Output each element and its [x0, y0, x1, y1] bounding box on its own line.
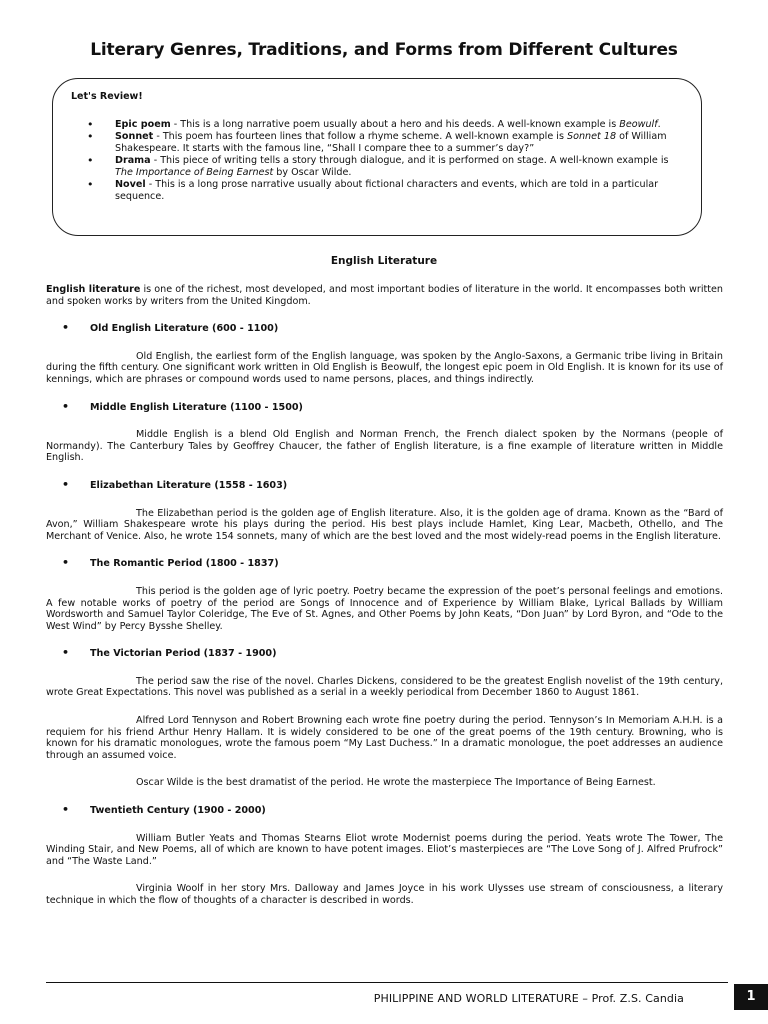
- section-heading-english-literature: English Literature: [330, 255, 438, 267]
- era-paragraph: The Elizabethan period is the golden age of English literature. Also, it is the golden age of drama. Known as the “Bard of Avon,” William Shakespeare wrote his plays during the period. His best plays include Hamlet, King Lear, Macbeth, Othello, and The Merchant of Venice. Also, he wrote 154 sonnets, many of which are the best loved and the most widely-read poems in the English literature.: [46, 507, 723, 542]
- review-list: [87, 119, 677, 203]
- english-literature-body: [46, 284, 723, 925]
- era-heading-twentieth-century: • Twentieth Century (1900 - 2000): [46, 805, 723, 817]
- era-heading-romantic: • The Romantic Period (1800 - 1837): [46, 558, 723, 570]
- review-item-novel: • Novel - This is a long prose narrative usually about fictional characters and events, which are told in a particular sequence.: [87, 179, 677, 203]
- page-number: 1: [734, 984, 768, 1010]
- era-paragraph: Virginia Woolf in her story Mrs. Dalloway and James Joyce in his work Ulysses use stream of consciousness, a literary technique in which the flow of thoughts of a character is described in words.: [46, 883, 723, 906]
- review-heading: Let's Review!: [71, 91, 143, 102]
- era-paragraph: This period is the golden age of lyric poetry. Poetry became the expression of the poet’s personal feelings and emotions. A few notable works of poetry of the period are Songs of Innocence and of Experience by William Blake, Lyrical Ballads by William Wordsworth and Samuel Taylor Coleridge, The Eve of St. Agnes, and Other Poems by John Keats, “Don Juan” by Lord Byron, and “Ode to the West Wind” by Percy Bysshe Shelley.: [46, 585, 723, 632]
- era-paragraph: Alfred Lord Tennyson and Robert Browning each wrote fine poetry during the period. Tennyson’s In Memoriam A.H.H. is a requiem for his friend Arthur Henry Hallam. It is widely considered to be one of the great poems of the 19th century. Browning, who is known for his dramatic monologues, wrote the famous poem “My Last Duchess.” In a dramatic monologue, the poet addresses an audience through an assumed voice.: [46, 715, 723, 761]
- era-paragraph: William Butler Yeats and Thomas Stearns Eliot wrote Modernist poems during the period. Yeats wrote The Tower, The Winding Stair, and New Poems, all of which are known to have potent images. Eliot’s masterpieces are “The Love Song of J. Alfred Prufrock” and “The Waste Land.”: [46, 832, 723, 867]
- review-item-sonnet: • Sonnet - This poem has fourteen lines that follow a rhyme scheme. A well-known example is Sonnet 18 of William Shakespeare. It starts with the famous line, “Shall I compare thee to a summer’s day?”: [87, 131, 677, 155]
- era-paragraph: Old English, the earliest form of the English language, was spoken by the Anglo-Saxons, a Germanic tribe living in Britain during the fifth century. One significant work written in Old English is Beowulf, the longest epic poem in Old English. It is known for its use of kennings, which are phrases or compound words used to name persons, places, and things indirectly.: [46, 350, 723, 385]
- review-item-drama: • Drama - This piece of writing tells a story through dialogue, and it is performed on stage. A well-known example is The Importance of Being Earnest by Oscar Wilde.: [87, 155, 677, 179]
- footer-text: PHILIPPINE AND WORLD LITERATURE – Prof. Z.S. Candia: [373, 992, 684, 1005]
- era-paragraph: The period saw the rise of the novel. Charles Dickens, considered to be the greatest English novelist of the 19th century, wrote Great Expectations. This novel was published as a serial in a weekly periodical from December 1860 to August 1861.: [46, 675, 723, 699]
- era-heading-victorian: • The Victorian Period (1837 - 1900): [46, 648, 723, 660]
- intro-paragraph: English literature is one of the richest, most developed, and most important bodies of literature in the world. It encompasses both written and spoken works by writers from the United Kingdom.: [46, 284, 723, 307]
- footer-divider: [46, 982, 728, 983]
- review-box: [52, 78, 702, 236]
- era-paragraph: Oscar Wilde is the best dramatist of the period. He wrote the masterpiece The Importance of Being Earnest.: [136, 777, 656, 789]
- era-paragraph: Middle English is a blend Old English and Norman French, the French dialect spoken by the Normans (people of Normandy). The Canterbury Tales by Geoffrey Chaucer, the father of English literature, is a fine example of literature written in Middle English.: [46, 429, 723, 464]
- era-heading-middle-english: • Middle English Literature (1100 - 1500): [46, 402, 723, 414]
- era-heading-elizabethan: • Elizabethan Literature (1558 - 1603): [46, 480, 723, 492]
- era-heading-old-english: • Old English Literature (600 - 1100): [46, 323, 723, 335]
- review-item-epic-poem: • Epic poem - This is a long narrative poem usually about a hero and his deeds. A well-known example is Beowulf.: [87, 119, 677, 131]
- page-title: Literary Genres, Traditions, and Forms from Different Cultures: [90, 40, 678, 60]
